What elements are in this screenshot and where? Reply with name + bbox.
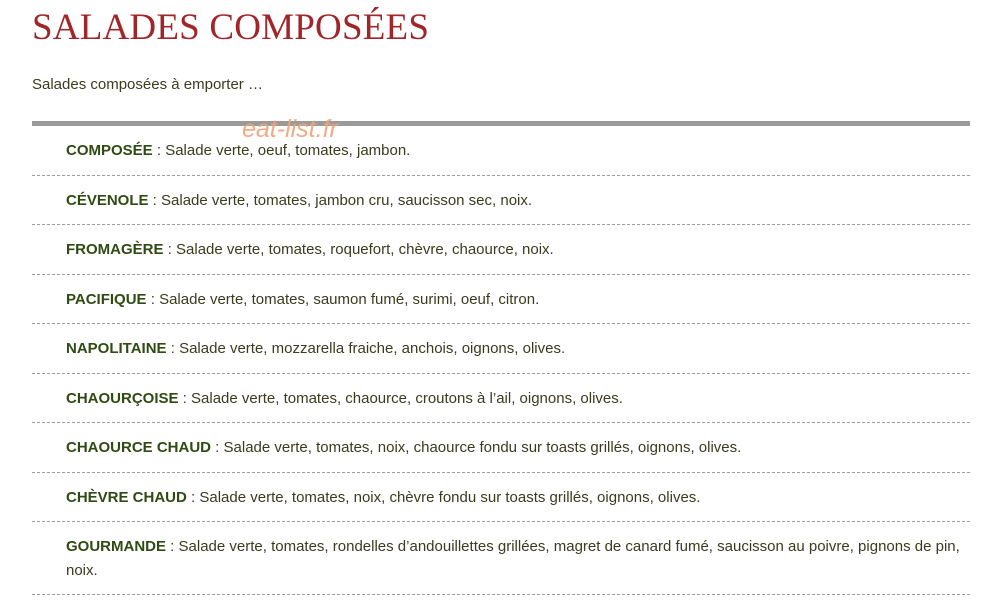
menu-item-separator: :	[166, 340, 180, 357]
menu-item-separator: :	[211, 439, 224, 456]
menu-item-separator: :	[178, 389, 192, 407]
menu-item-description: Salade verte, mozzarella fraiche, anchois, oignons, olives.	[179, 340, 566, 357]
menu-item-description: Salade verte, tomates, chaource, croutons à l’ail, oignons, olives.	[191, 389, 623, 407]
menu-item	[32, 275, 970, 325]
menu-item-name: GOURMANDE	[66, 538, 166, 555]
menu-item-description: Salade verte, tomates, jambon cru, saucisson sec, noix.	[161, 191, 533, 209]
menu-item-name: FROMAGÈRE	[66, 241, 164, 258]
menu-item	[32, 374, 970, 424]
menu-item-separator: :	[148, 191, 162, 209]
menu-item	[32, 324, 970, 374]
menu-item-separator: :	[152, 142, 166, 159]
menu-item-separator: :	[146, 290, 160, 308]
menu-item-name: NAPOLITAINE	[66, 340, 167, 357]
menu-item	[32, 473, 970, 523]
menu-item	[32, 423, 970, 473]
menu-item-description: Salade verte, tomates, roquefort, chèvre, chaource, noix.	[176, 241, 554, 258]
menu-item-separator: :	[163, 241, 177, 258]
menu-item	[32, 176, 970, 226]
menu-item-description: Salade verte, tomates, rondelles d’andouillettes grillées, magret de canard fumé, saucisson au poivre, pignons de pin, noix.	[66, 538, 960, 579]
menu-item	[32, 225, 970, 275]
menu-item	[32, 522, 970, 595]
menu-item-description: Salade verte, oeuf, tomates, jambon.	[165, 142, 411, 159]
menu-item	[32, 126, 970, 176]
menu-item-name: CÉVENOLE	[66, 191, 149, 209]
menu-item-description: Salade verte, tomates, saumon fumé, surimi, oeuf, citron.	[159, 290, 540, 308]
menu-item-name: PACIFIQUE	[66, 290, 147, 308]
salad-menu-list	[32, 126, 970, 595]
menu-item-name: COMPOSÉE	[66, 142, 153, 159]
menu-item-description: Salade verte, tomates, noix, chèvre fondu sur toasts grillés, oignons, olives.	[199, 488, 701, 506]
menu-item-name: CHAOURÇOISE	[66, 389, 179, 407]
watermark-text: eat-list.fr	[242, 115, 338, 143]
menu-item-name: CHAOURCE CHAUD	[66, 439, 211, 456]
menu-item-description: Salade verte, tomates, noix, chaource fondu sur toasts grillés, oignons, olives.	[223, 439, 742, 456]
menu-item-separator: :	[186, 488, 200, 506]
intro-text: Salades composées à emporter …	[32, 76, 263, 93]
menu-item-name: CHÈVRE CHAUD	[66, 488, 187, 506]
page-title: SALADES COMPOSÉES	[32, 7, 430, 48]
menu-item-separator: :	[166, 538, 179, 555]
